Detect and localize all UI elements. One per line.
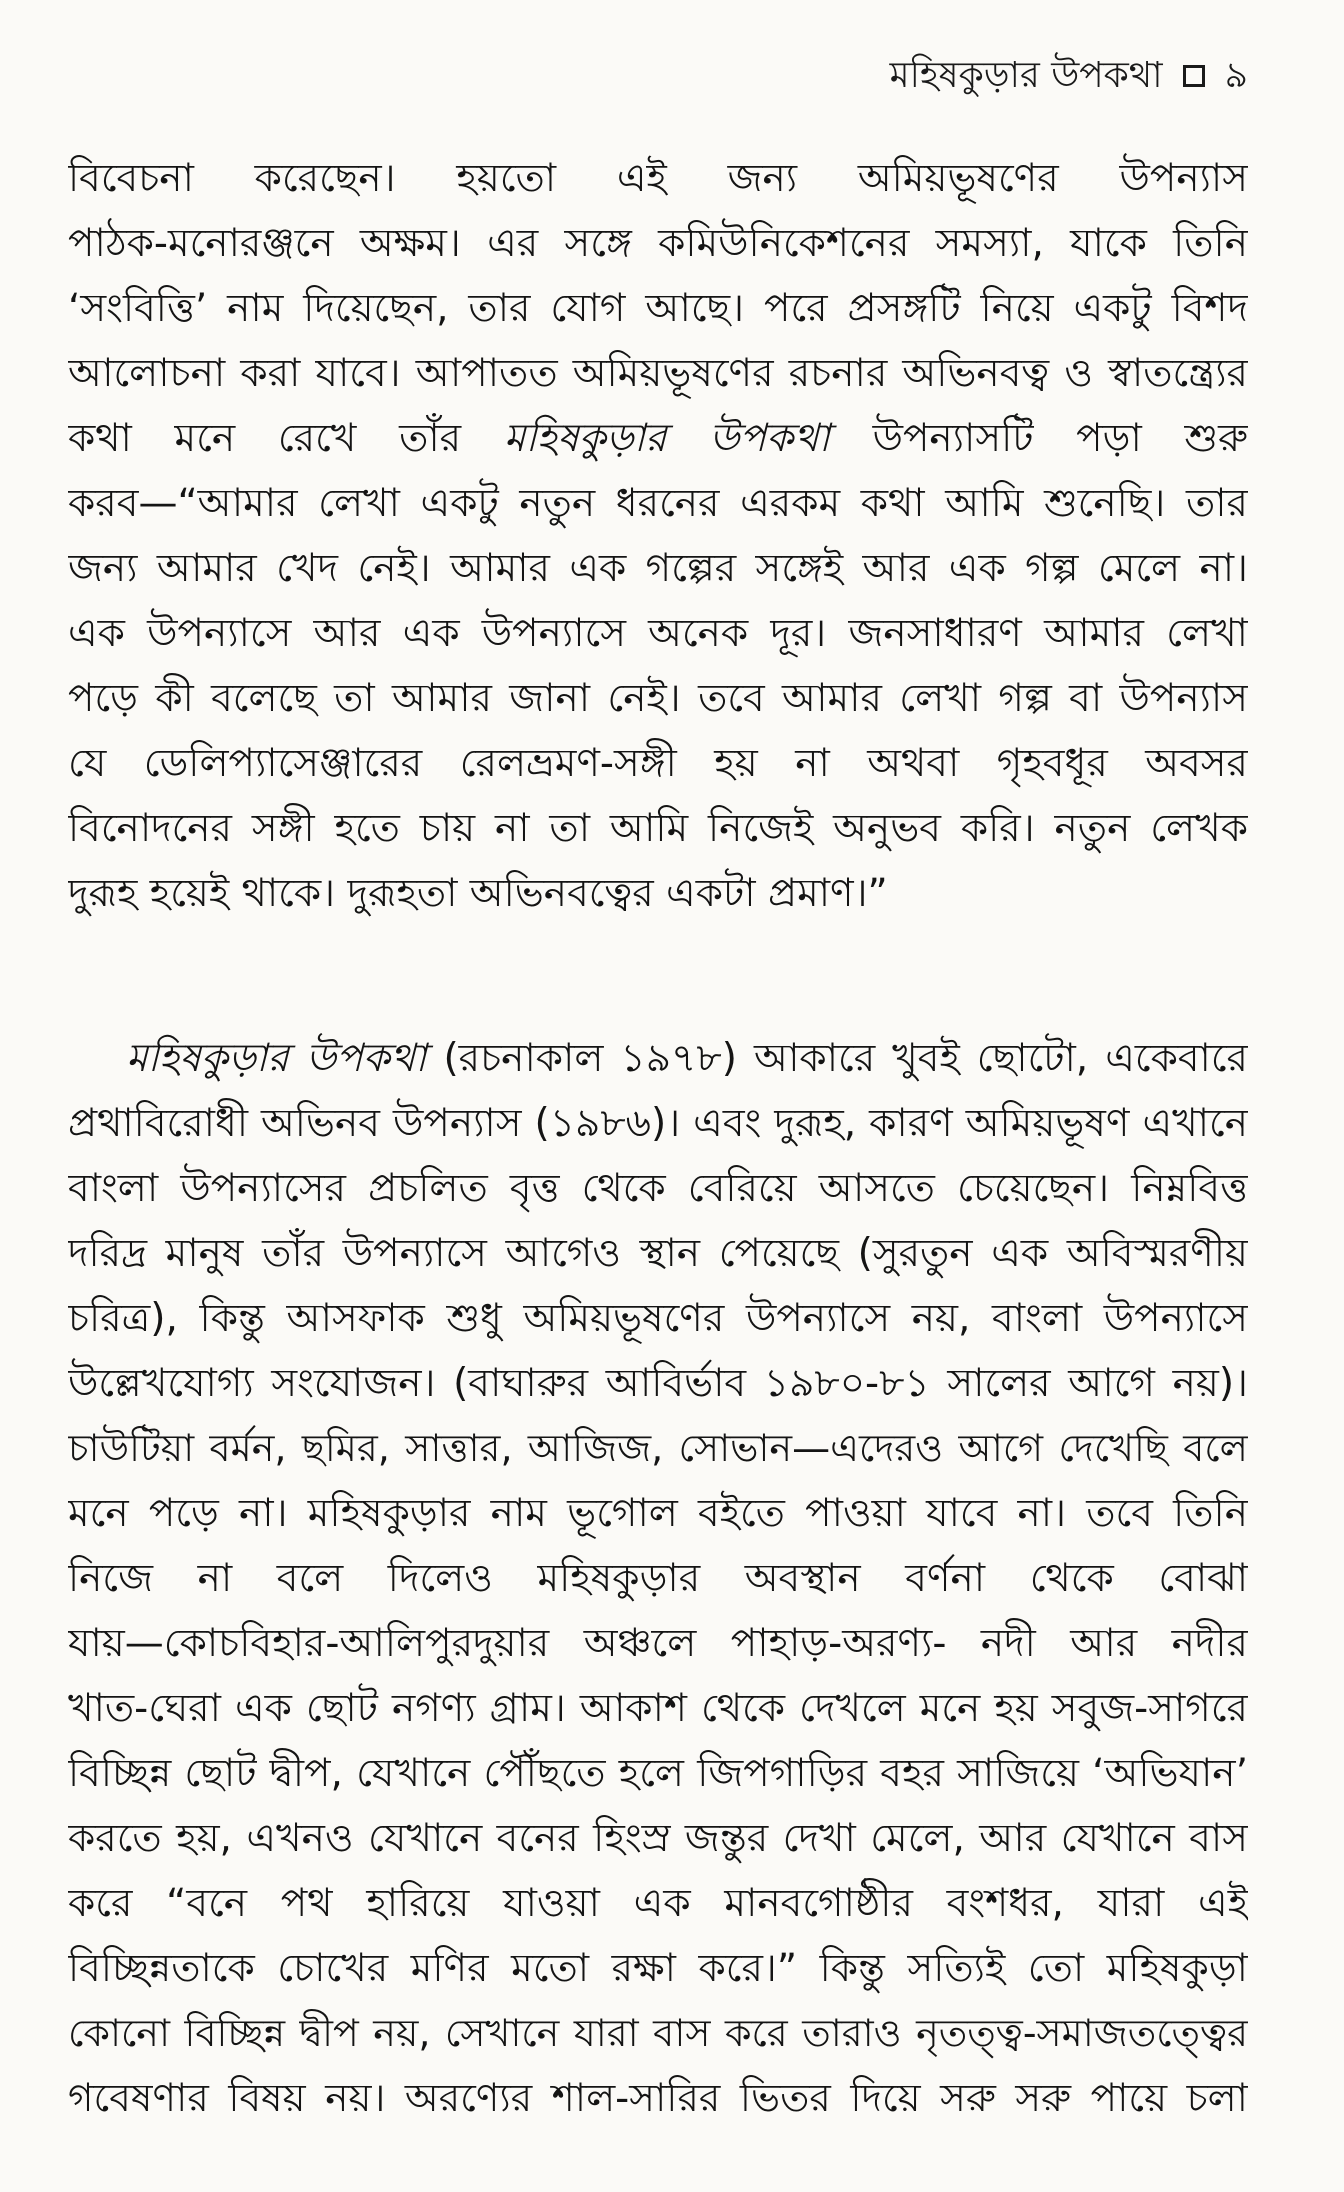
text-line: উল্লেখযোগ্য সংযোজন। (বাঘারুর আবির্ভাব ১৯৮০-৮১ সালের আগে নয়)। [68,1361,1248,1406]
text-line: নিজে না বলে দিলেও মহিষকুড়ার অবস্থান বর্ণনা থেকে বোঝা [68,1556,1248,1601]
text-line: পড়ে কী বলেছে তা আমার জানা নেই। তবে আমার লেখা গল্প বা উপন্যাস [68,676,1248,721]
text-line: করব—“আমার লেখা একটু নতুন ধরনের এরকম কথা আমি শুনেছি। তার [68,481,1248,526]
text-line: প্রথাবিরোধী অভিনব উপন্যাস (১৯৮৬)। এবং দুরূহ, কারণ অমিয়ভূষণ এখানে [68,1101,1248,1146]
text-line: বিনোদনের সঙ্গী হতে চায় না তা আমি নিজেই অনুভব করি। নতুন লেখক [68,806,1248,851]
text-line: করে “বনে পথ হারিয়ে যাওয়া এক মানবগোষ্ঠীর বংশধর, যারা এই [68,1881,1248,1926]
running-head [68,52,1248,100]
text-line: দরিদ্র মানুষ তাঁর উপন্যাসে আগেও স্থান পেয়েছে (সুরতুন এক অবিস্মরণীয় [68,1231,1248,1276]
text-run: উপন্যাসটি পড়া শুরু [829,416,1248,461]
text-line: আলোচনা করা যাবে। আপাতত অমিয়ভূষণের রচনার অভিনবত্ব ও স্বাতন্ত্র্যের [68,351,1248,396]
text-line: চরিত্র), কিন্তু আসফাক শুধু অমিয়ভূষণের উপন্যাসে নয়, বাংলা উপন্যাসে [68,1296,1248,1341]
text-line: বিচ্ছিন্ন ছোট দ্বীপ, যেখানে পৌঁছতে হলে জিপগাড়ির বহর সাজিয়ে ‘অভিযান’ [68,1751,1248,1796]
text-line: গবেষণার বিষয় নয়। অরণ্যের শাল-সারির ভিতর দিয়ে সরু সরু পায়ে চলা [68,2076,1248,2121]
book-title-italic: মহিষকুড়ার উপকথা [503,416,830,461]
text-line: বাংলা উপন্যাসের প্রচলিত বৃত্ত থেকে বেরিয়ে আসতে চেয়েছেন। নিম্নবিত্ত [68,1166,1248,1211]
page-number: ৯ [1224,55,1248,96]
square-box-icon [1183,65,1205,87]
text-line: দুরূহ হয়েই থাকে। দুরূহতা অভিনবত্বের একটা প্রমাণ।” [68,871,888,916]
text-line: ‘সংবিত্তি’ নাম দিয়েছেন, তার যোগ আছে। পরে প্রসঙ্গটি নিয়ে একটু বিশদ [68,286,1248,331]
text-line: এক উপন্যাসে আর এক উপন্যাসে অনেক দূর। জনসাধারণ আমার লেখা [68,611,1248,656]
text-line: জন্য আমার খেদ নেই। আমার এক গল্পের সঙ্গেই আর এক গল্প মেলে না। [68,546,1248,591]
text-line: করতে হয়, এখনও যেখানে বনের হিংস্র জন্তুর দেখা মেলে, আর যেখানে বাস [68,1816,1248,1861]
text-line: পাঠক-মনোরঞ্জনে অক্ষম। এর সঙ্গে কমিউনিকেশনের সমস্যা, যাকে তিনি [68,221,1248,266]
text-line: যায়—কোচবিহার-আলিপুরদুয়ার অঞ্চলে পাহাড়-অরণ্য- নদী আর নদীর [68,1621,1248,1666]
paragraph-1 [68,146,1248,926]
text-run: কথা মনে রেখে তাঁর [68,416,504,461]
text-line: বিচ্ছিন্নতাকে চোখের মণির মতো রক্ষা করে।” কিন্তু সত্যিই তো মহিষকুড়া [68,1946,1248,1991]
text-line: মনে পড়ে না। মহিষকুড়ার নাম ভূগোল বইতে পাওয়া যাবে না। তবে তিনি [68,1491,1248,1536]
running-title: মহিষকুড়ার উপকথা [889,55,1163,96]
text-line: যে ডেলিপ্যাসেঞ্জারের রেলভ্রমণ-সঙ্গী হয় না অথবা গৃহবধূর অবসর [68,741,1248,786]
text-line: চাউটিয়া বর্মন, ছমির, সাত্তার, আজিজ, সোভান—এদেরও আগে দেখেছি বলে [68,1426,1248,1470]
book-title-italic: মহিষকুড়ার উপকথা [126,1036,427,1081]
text-line [68,406,1248,471]
text-line: কোনো বিচ্ছিন্ন দ্বীপ নয়, সেখানে যারা বাস করে তারাও নৃতত্ত্ব-সমাজতত্ত্বের [68,2011,1248,2055]
text-run: (রচনাকাল ১৯৭৮) আকারে খুবই ছোটো, একেবারে [426,1036,1248,1081]
paragraph-2 [68,1026,1248,2131]
text-line: বিবেচনা করেছেন। হয়তো এই জন্য অমিয়ভূষণের উপন্যাস [68,156,1248,201]
text-line [68,1026,1248,1091]
text-line: খাত-ঘেরা এক ছোট নগণ্য গ্রাম। আকাশ থেকে দেখলে মনে হয় সবুজ-সাগরে [68,1686,1248,1731]
paragraph-gap [68,926,1248,1026]
